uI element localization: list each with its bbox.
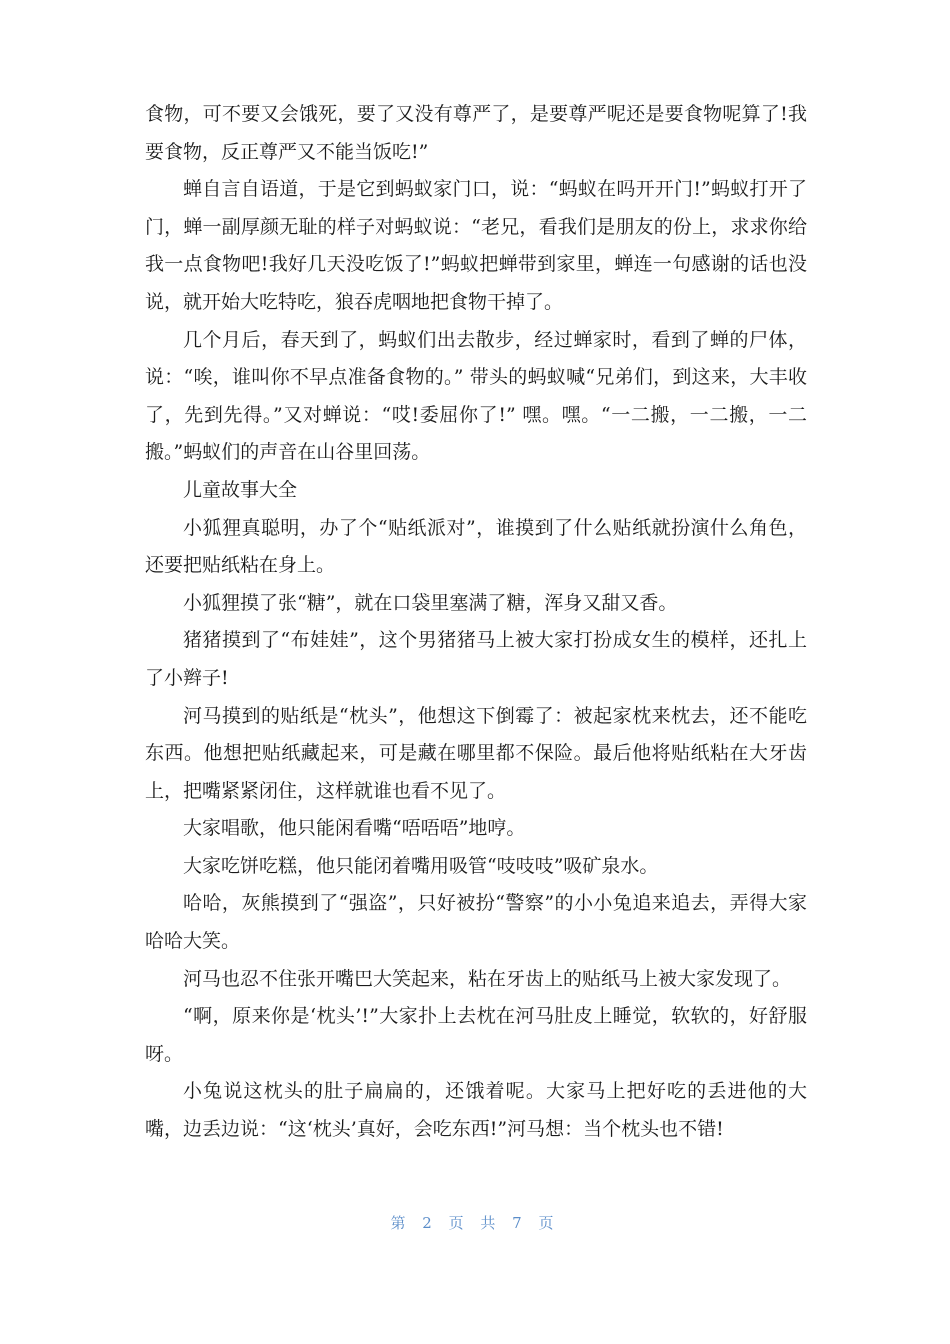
section-heading: 儿童故事大全 <box>183 478 298 501</box>
paragraph: 河马也忍不住张开嘴巴大笑起来，粘在牙齿上的贴纸马上被大家发现了。 <box>183 967 792 990</box>
paragraph: 猪猪摸到了“布娃娃”，这个男猪猪马上被大家打扮成女生的模样，还扎上了小辫子! <box>145 629 807 689</box>
paragraph: 河马摸到的贴纸是“枕头”，他想这下倒霉了：被起家枕来枕去，还不能吃东西。他想把贴纸藏起来，可是藏在哪里都不保险。最后他将贴纸粘在大牙齿上，把嘴紧紧闭住，这样就谁也看不见了。 <box>145 704 807 802</box>
paragraph: 大家唱歌，他只能闲看嘴“唔唔唔”地哼。 <box>183 817 526 840</box>
paragraph: 小狐狸真聪明，办了个“贴纸派对”，谁摸到了什么贴纸就扮演什么角色，还要把贴纸粘在身上。 <box>145 516 807 577</box>
paragraph: 几个月后，春天到了，蚂蚁们出去散步，经过蝉家时，看到了蝉的尸体，说：“唉，谁叫你不早点准备食物的。” 带头的蚂蚁喊“兄弟们，到这来，大丰收了，先到先得。”又对蝉说：“哎!委屈你了!” 嘿。嘿。“一二搬，一二搬，一二搬。”蚂蚁们的声音在山谷里回荡。 <box>145 328 807 464</box>
paragraph: 小狐狸摸了张“糖”，就在口袋里塞满了糖，浑身又甜又香。 <box>183 591 678 614</box>
paragraph: 食物，可不要又会饿死，要了又没有尊严了，是要尊严呢还是要食物呢算了!我要食物，反正尊严又不能当饭吃!” <box>145 103 807 163</box>
paragraph: “啊，原来你是‘枕头’!”大家扑上去枕在河马肚皮上睡觉，软软的，好舒服呀。 <box>145 1005 807 1065</box>
paragraph: 小兔说这枕头的肚子扁扁的，还饿着呢。大家马上把好吃的丢进他的大嘴，边丢边说：“这‘枕头’真好，会吃东西!”河马想：当个枕头也不错! <box>145 1080 807 1141</box>
paragraph: 大家吃饼吃糕，他只能闭着嘴用吸管“吱吱吱”吸矿泉水。 <box>183 854 659 877</box>
paragraph: 哈哈，灰熊摸到了“强盗”，只好被扮“警察”的小小兔追来追去，弄得大家哈哈大笑。 <box>145 892 807 953</box>
page-number-footer: 第 2 页 共 7 页 <box>390 1214 560 1232</box>
paragraph: 蝉自言自语道，于是它到蚂蚁家门口，说：“蚂蚁在吗开开门!”蚂蚁打开了门，蝉一副厚颜无耻的样子对蚂蚁说：“老兄，看我们是朋友的份上，求求你给我一点食物吧!我好几天没吃饭了!”蚂蚁把蝉带到家里，蝉连一句感谢的话也没说，就开始大吃特吃，狼吞虎咽地把食物干掉了。 <box>145 178 807 313</box>
document-body <box>145 96 807 1149</box>
